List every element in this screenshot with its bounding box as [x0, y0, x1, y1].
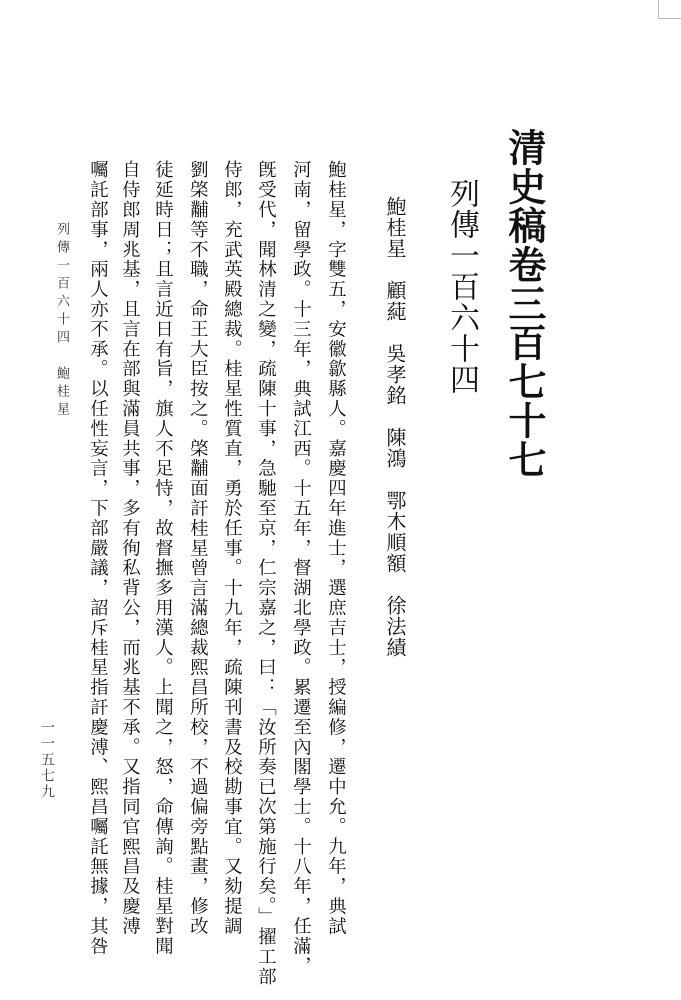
page-number: 一一五七九 — [39, 720, 55, 800]
body-column: 徒延時日；且言近日有旨，旗人不足恃，故督撫多用漢人。上聞之，怒，命傳詢。桂星對聞 — [152, 160, 174, 956]
page-title: 清史稿卷三百七十七 — [502, 128, 547, 479]
body-column: 囑託部事，兩人亦不承。以任性妄言，下部嚴議，詔斥桂星指訐慶溥、熙昌囑託無據，其咎 — [87, 160, 109, 956]
page-corner-mark — [658, 0, 681, 19]
body-column: 鮑桂星，字雙五，安徽歙縣人。嘉慶四年進士，選庶吉士，授編修，遷中允。九年，典試 — [325, 160, 347, 937]
body-column: 自侍郎周兆基，且言在部與滿員共事，多有徇私背公，而兆基不承。又指同官熙昌及慶溥 — [119, 160, 141, 937]
body-column: 劉棨黼等不職，命王大臣按之。棨黼面訐桂星曾言滿總裁熙昌所校，不過偏旁點畫，修改 — [187, 160, 209, 937]
margin-header: 列傳一百六十四 鮑桂星 — [54, 222, 69, 420]
body-column: 河南，留學政。十三年，典試江西。十五年，督湖北學政。累遷至內閣學士。十八年，任滿， — [290, 160, 312, 976]
body-column: 旣受代，聞林清之變，疏陳十事，急馳至京，仁宗嘉之，曰：「汝所奏已次第施行矣。」擢工部 — [255, 160, 277, 987]
chapter-subtitle: 列傳一百六十四 — [444, 178, 479, 395]
body-column: 侍郎，充武英殿總裁。桂星性質直，勇於任事。十九年，疏陳刊書及校勘事宜。又劾提調 — [221, 160, 243, 937]
biography-names: 鮑桂星 顧蒓 吳孝銘 陳鴻 鄂木順額 徐法績 — [383, 196, 407, 658]
